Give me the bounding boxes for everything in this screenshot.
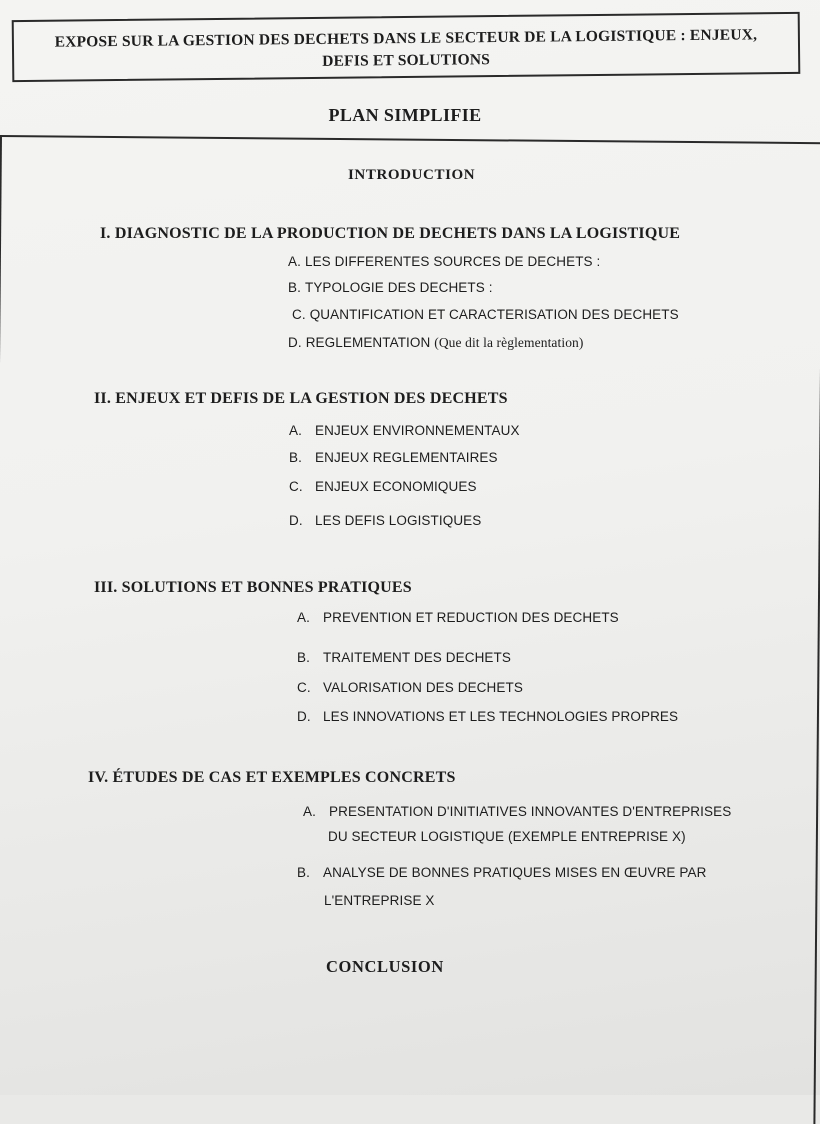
item-text: ENJEUX ECONOMIQUES	[315, 479, 477, 494]
item-label: D.	[288, 335, 302, 350]
document-title-line-1: EXPOSE SUR LA GESTION DES DECHETS DANS LE SECTEUR DE LA LOGISTIQUE : ENJEUX,	[54, 26, 758, 51]
section-3-item-a	[297, 610, 619, 625]
section-1-item-a	[288, 254, 600, 269]
item-label: B.	[297, 650, 310, 665]
item-text: LES INNOVATIONS ET LES TECHNOLOGIES PROPRES	[323, 709, 679, 724]
item-text: ANALYSE DE BONNES PRATIQUES MISES EN ŒUVRE PAR	[323, 865, 707, 880]
section-2-title: II. ENJEUX ET DEFIS DE LA GESTION DES DECHETS	[94, 390, 508, 407]
section-3-title: III. SOLUTIONS ET BONNES PRATIQUES	[94, 579, 412, 596]
document-title-line-2: DEFIS ET SOLUTIONS	[322, 51, 491, 70]
item-text: TRAITEMENT DES DECHETS	[323, 650, 511, 665]
item-label: A.	[297, 610, 310, 625]
item-text: LES DIFFERENTES SOURCES DE DECHETS :	[304, 254, 601, 269]
item-label: C.	[292, 307, 306, 322]
item-text: PRESENTATION D'INITIATIVES INNOVANTES D'ENTREPRISES	[329, 804, 732, 819]
item-text: VALORISATION DES DECHETS	[323, 680, 523, 695]
section-1-title: I. DIAGNOSTIC DE LA PRODUCTION DE DECHETS DANS LA LOGISTIQUE	[100, 225, 681, 242]
section-4-item-a	[303, 804, 731, 819]
plan-heading: PLAN SIMPLIFIE	[328, 105, 482, 125]
conclusion-heading: CONCLUSION	[326, 957, 444, 976]
document-title-box	[12, 12, 801, 82]
item-text: TYPOLOGIE DES DECHETS :	[304, 280, 493, 295]
item-text: QUANTIFICATION ET CARACTERISATION DES DECHETS	[309, 307, 679, 322]
item-label: B.	[289, 450, 302, 465]
item-label: A.	[289, 423, 302, 438]
item-label: D.	[297, 709, 311, 724]
section-3-item-d	[297, 709, 678, 724]
section-2-item-c	[289, 479, 477, 494]
section-4-title: IV. ÉTUDES DE CAS ET EXEMPLES CONCRETS	[88, 769, 456, 786]
item-label: B.	[288, 280, 301, 295]
item-label: A.	[303, 804, 316, 819]
section-4-item-b	[297, 865, 706, 880]
introduction-heading: INTRODUCTION	[348, 167, 476, 183]
item-text: ENJEUX ENVIRONNEMENTAUX	[315, 423, 520, 438]
section-4-item-b-continued: L'ENTREPRISE X	[324, 893, 435, 908]
section-2-item-d	[289, 513, 481, 528]
section-3-item-c	[297, 680, 523, 695]
item-label: C.	[297, 680, 311, 695]
section-3-item-b	[297, 650, 511, 665]
item-note: (Que dit la règlementation)	[434, 335, 584, 350]
item-text: LES DEFIS LOGISTIQUES	[315, 513, 482, 528]
item-label: D.	[289, 513, 303, 528]
section-1-item-b	[288, 280, 493, 295]
item-label: C.	[289, 479, 303, 494]
section-2-item-a	[289, 423, 520, 438]
item-label: A.	[288, 254, 301, 269]
section-1-item-d	[288, 335, 584, 351]
item-label: B.	[297, 865, 310, 880]
section-4-item-a-continued: DU SECTEUR LOGISTIQUE (EXEMPLE ENTREPRISE X)	[328, 829, 686, 844]
section-1-item-c	[292, 307, 679, 322]
section-2-item-b	[289, 450, 498, 465]
item-text: REGLEMENTATION	[305, 335, 431, 350]
item-text: ENJEUX REGLEMENTAIRES	[315, 450, 498, 465]
item-text: PREVENTION ET REDUCTION DES DECHETS	[323, 610, 619, 625]
